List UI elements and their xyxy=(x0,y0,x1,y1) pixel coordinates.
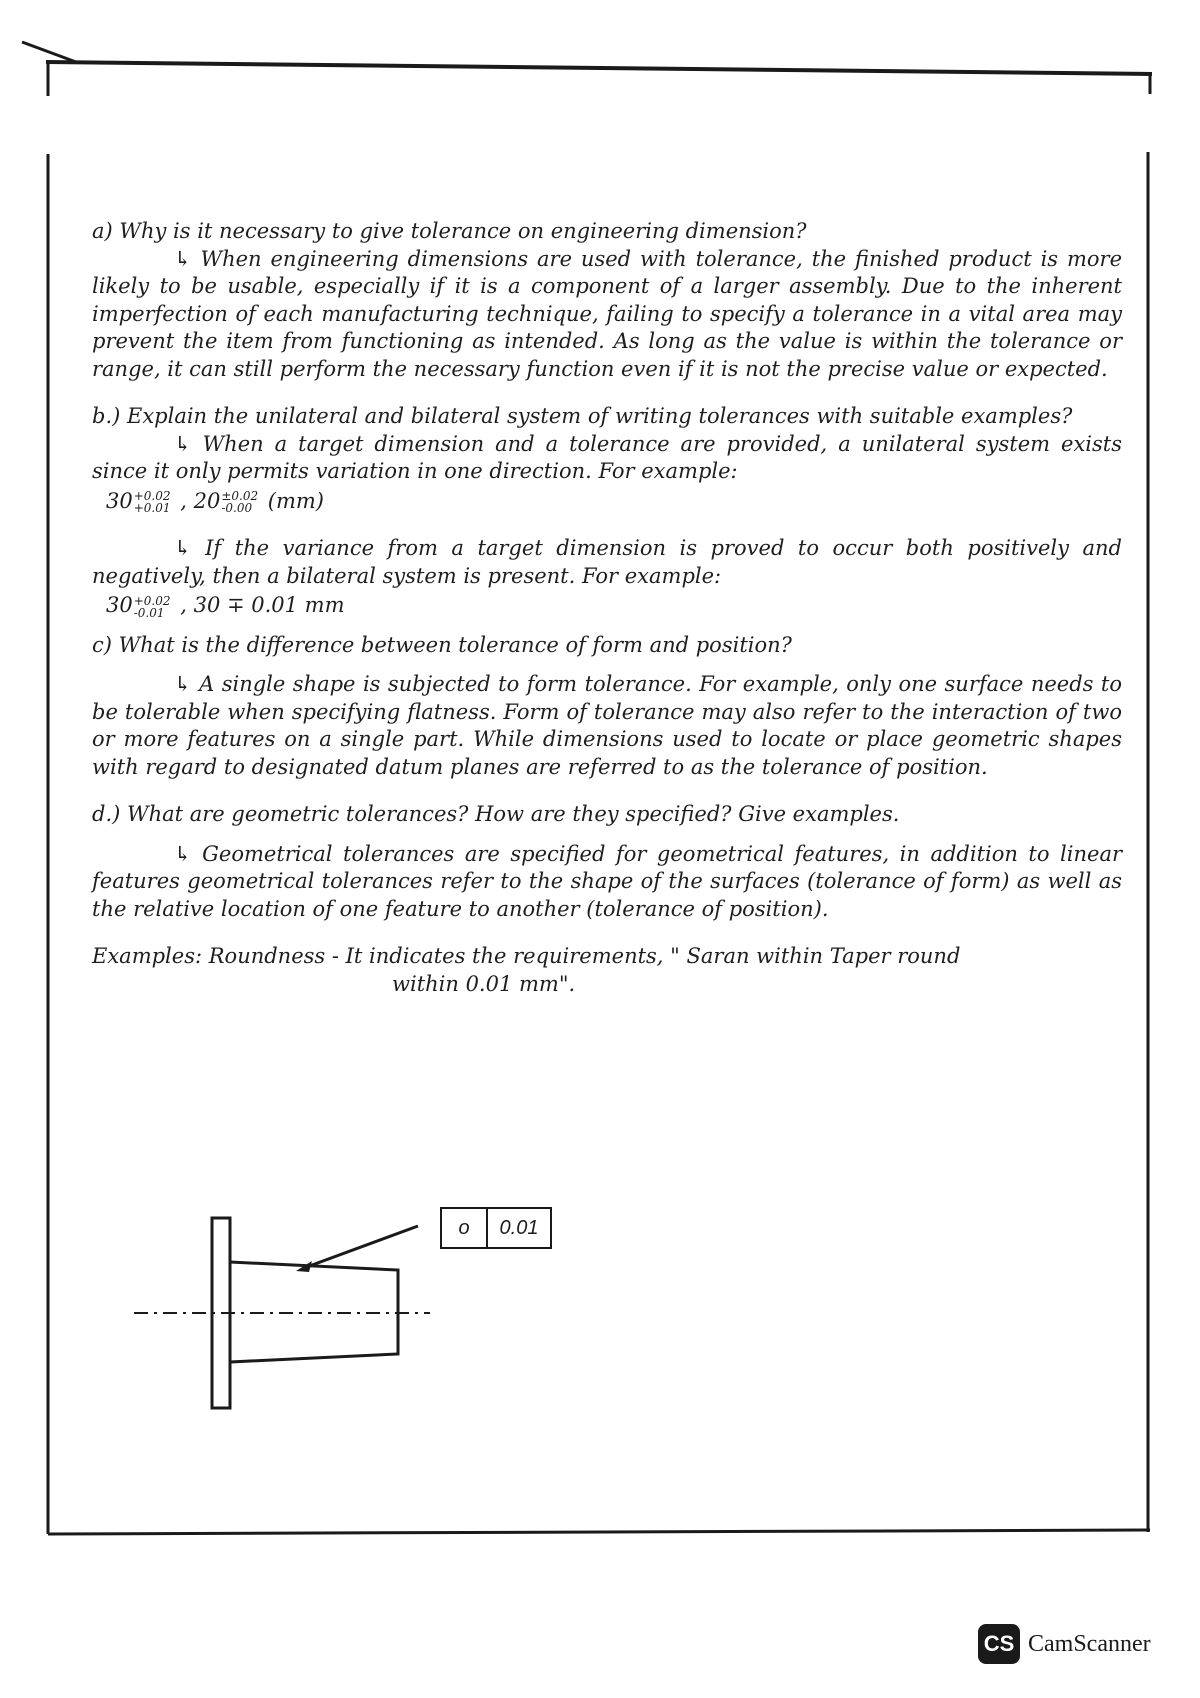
example-1b-limits xyxy=(221,490,258,514)
answer-a: ↳ When engineering dimensions are used with tolerance, the finished product is more likely to be usable, especially if it is a component of a larger assembly. Due to the inherent imperfection of each manufacturing technique, failing to specify a tolerance in a vital area may prevent the item from functioning as intended. As long as the value is within the tolerance or range, it can still perform the necessary function even if it is not the precise value or expected. xyxy=(92,246,1122,381)
camscanner-logo-icon: CS xyxy=(978,1624,1020,1664)
examples-text: Roundness - It indicates the requirements, " Saran within Taper round xyxy=(208,944,961,968)
feature-control-frame xyxy=(440,1207,552,1249)
question-b: b.) Explain the unilateral and bilateral system of writing tolerances with suitable examples? xyxy=(92,404,1073,428)
leader-line xyxy=(304,1226,418,1268)
question-c: c) What is the difference between tolerance of form and position? xyxy=(92,632,792,657)
question-d: d.) What are geometric tolerances? How are they specified? Give examples. xyxy=(92,802,900,826)
header-stroke xyxy=(22,42,76,62)
examples-label: Examples: xyxy=(92,944,203,968)
question-a: a) Why is it necessary to give tolerance on engineering dimension? xyxy=(92,219,807,243)
roundness-symbol: o xyxy=(442,1209,488,1247)
example-1a-limits xyxy=(134,490,171,514)
example-separator: , xyxy=(180,488,187,513)
example-1a-lower: +0.01 xyxy=(133,501,171,515)
answer-b-bilateral: ↳ If the variance from a target dimension is proved to occur both positively and negatively, then a bilateral system is present. For example: xyxy=(92,536,1122,588)
answer-d: ↳ Geometrical tolerances are specified for geometrical features, in addition to linear features geometrical tolerances refer to the shape of the surfaces (tolerance of form) as well as the relative location of one feature to another (tolerance of position). xyxy=(92,841,1122,921)
handwritten-answers xyxy=(92,218,1122,998)
bilateral-example xyxy=(106,592,1122,620)
answer-c: ↳ A single shape is subjected to form tolerance. For example, only one surface needs to be tolerable when specifying flatness. Form of tolerance may also refer to the interaction of two or more features on a single part. While dimensions used to locate or place geometric shapes with regard to designated datum planes are referred to as the tolerance of position. xyxy=(92,672,1122,779)
answer-b-unilateral: ↳ When a target dimension and a tolerance are provided, a unilateral system exists since it only permits variation in one direction. For example: xyxy=(92,431,1122,483)
example-unit: (mm) xyxy=(267,488,324,513)
border-bottom xyxy=(48,1530,1150,1534)
header-rule xyxy=(46,62,1152,74)
example-2a-upper: +0.02 xyxy=(133,593,171,608)
example-1b-lower: -0.00 xyxy=(221,501,253,515)
example-1b-base: 20 xyxy=(193,488,221,513)
tolerance-value: 0.01 xyxy=(499,1216,539,1239)
example-1a-base: 30 xyxy=(106,488,133,513)
unilateral-example xyxy=(106,488,1122,516)
examples-line xyxy=(92,943,1122,971)
camscanner-watermark xyxy=(978,1624,1151,1664)
example-separator: , xyxy=(180,593,187,617)
example-2a-limits xyxy=(134,595,171,619)
example-1b-upper: ±0.02 xyxy=(221,489,259,503)
camscanner-name: CamScanner xyxy=(1028,1630,1151,1657)
example-2a-base: 30 xyxy=(106,593,133,617)
example-2b: 30 ∓ 0.01 mm xyxy=(193,593,345,617)
examples-text-continued: within 0.01 mm". xyxy=(392,971,576,996)
example-2a-lower: -0.01 xyxy=(133,605,165,620)
example-1a-upper: +0.02 xyxy=(133,489,171,503)
